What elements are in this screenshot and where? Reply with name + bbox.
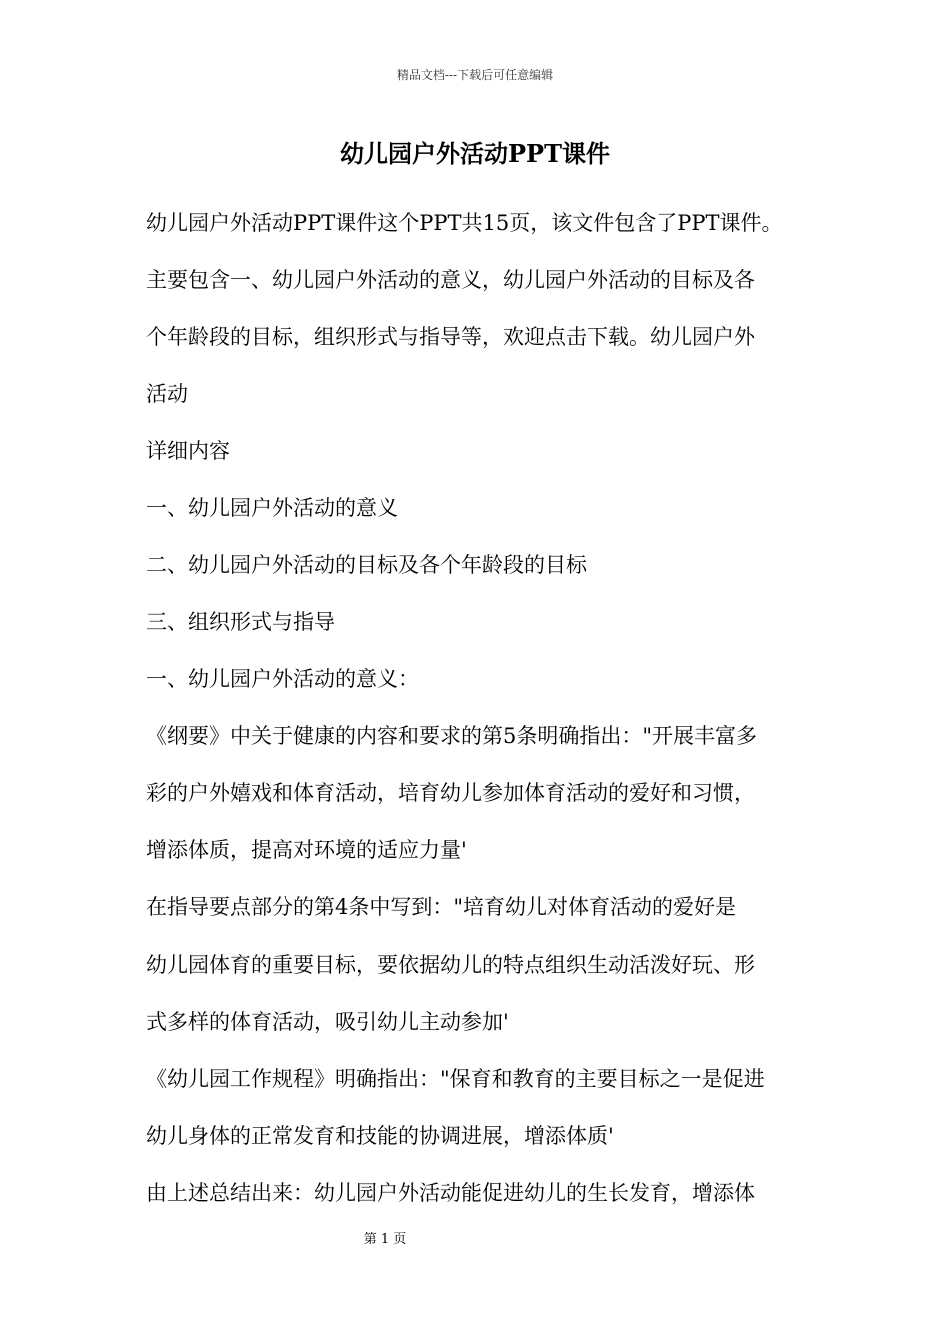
body-line: 《幼儿园工作规程》明确指出："保育和教育的主要目标之一是促进 <box>146 1067 765 1091</box>
body-line: 二、幼儿园户外活动的目标及各个年龄段的目标 <box>146 553 587 577</box>
body-line: 式多样的体育活动，吸引幼儿主动参加' <box>146 1010 509 1034</box>
body-line: 幼儿园体育的重要目标，要依据幼儿的特点组织生动活泼好玩、形 <box>146 953 755 977</box>
page-number: 第 1 页 <box>363 1232 407 1247</box>
body-line: 活动 <box>146 382 188 406</box>
document-title: 幼儿园户外活动PPT课件 <box>340 139 610 168</box>
body-line: 彩的户外嬉戏和体育活动，培育幼儿参加体育活动的爱好和习惯， <box>146 781 755 805</box>
header-note: 精品文档---下载后可任意编辑 <box>396 68 554 82</box>
body-line: 在指导要点部分的第4条中写到："培育幼儿对体育活动的爱好是 <box>146 895 737 919</box>
body-line: 一、幼儿园户外活动的意义 <box>146 496 398 520</box>
body-line: 幼儿身体的正常发育和技能的协调进展，增添体质' <box>146 1124 614 1148</box>
body-line: 由上述总结出来：幼儿园户外活动能促进幼儿的生长发育，增添体 <box>146 1181 755 1205</box>
body-line: 增添体质，提高对环境的适应力量' <box>146 838 467 862</box>
body-line: 详细内容 <box>146 439 230 463</box>
body-line: 幼儿园户外活动PPT课件这个PPT共15页，该文件包含了PPT课件。 <box>146 211 783 235</box>
body-line: 个年龄段的目标，组织形式与指导等，欢迎点击下载。幼儿园户外 <box>146 325 755 349</box>
body-line: 主要包含一、幼儿园户外活动的意义，幼儿园户外活动的目标及各 <box>146 268 755 292</box>
body-line: 一、幼儿园户外活动的意义： <box>146 667 419 691</box>
body-line: 三、组织形式与指导 <box>146 610 335 634</box>
body-line: 《纲要》中关于健康的内容和要求的第5条明确指出："开展丰富多 <box>146 724 758 748</box>
